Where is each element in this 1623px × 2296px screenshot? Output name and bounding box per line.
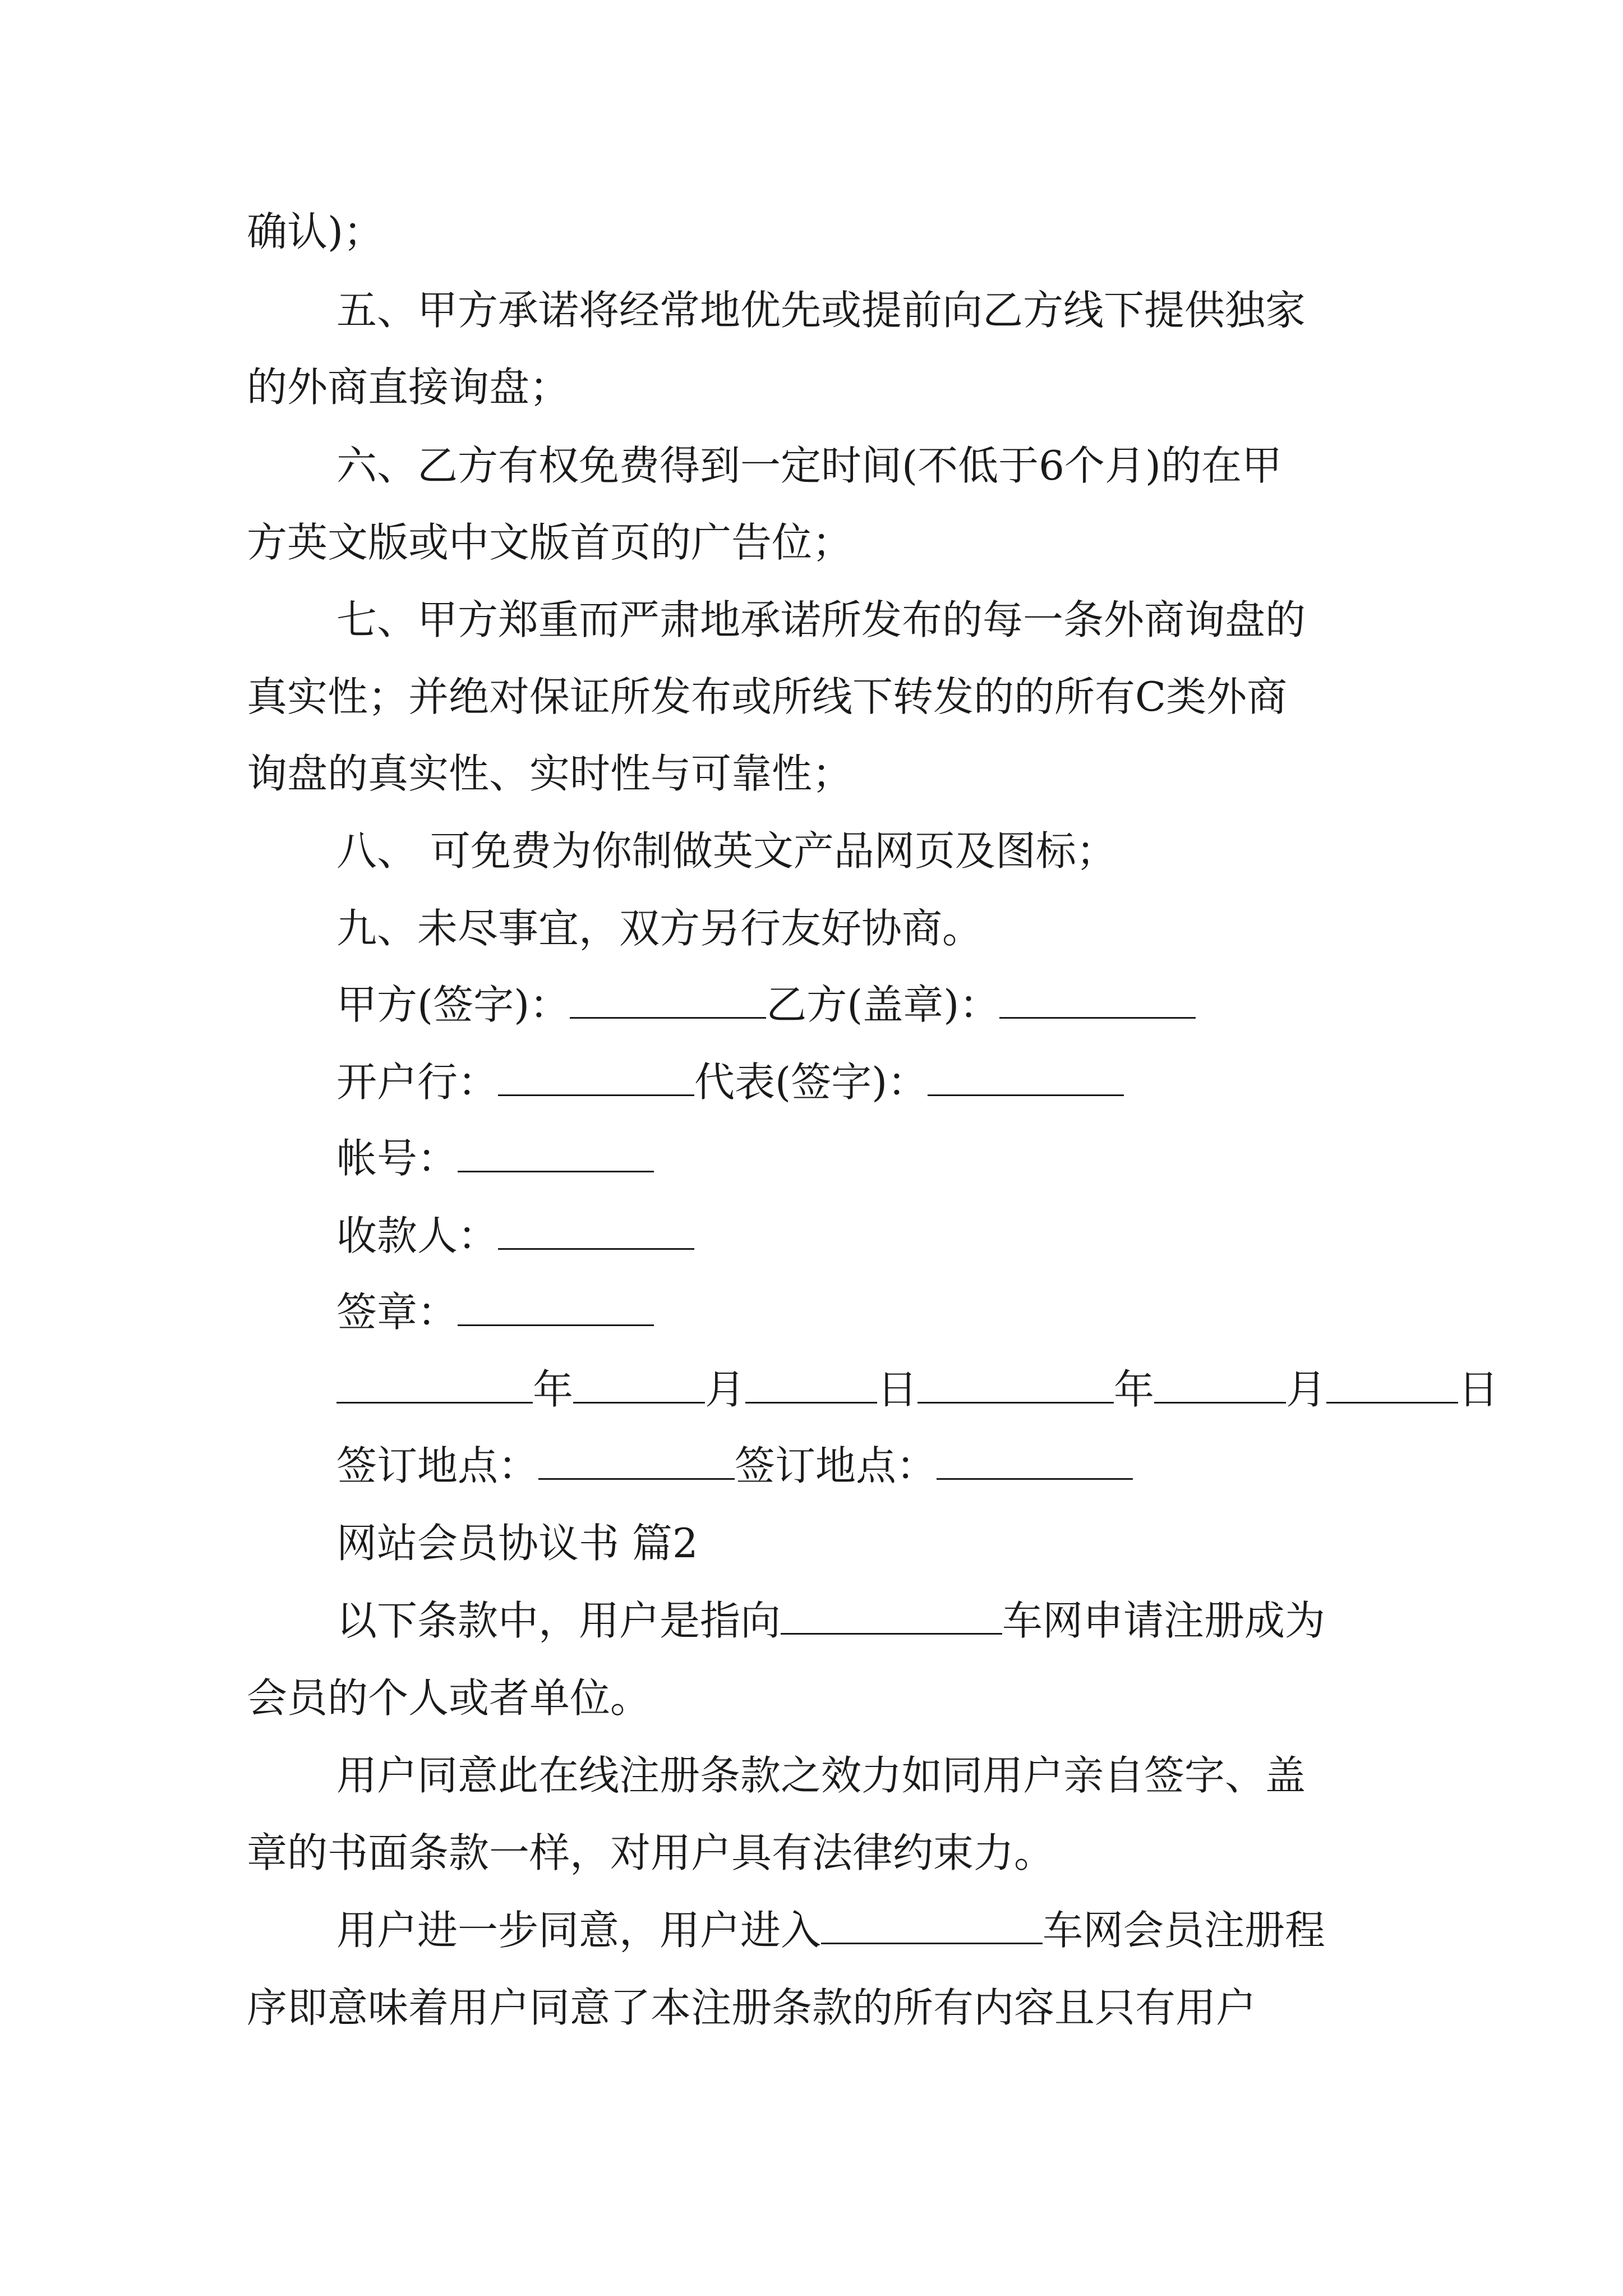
paragraph-line: 会员的个人或者单位。 bbox=[247, 1674, 651, 1722]
payee-label: 收款人： bbox=[336, 1212, 499, 1259]
party-b-seal-blank bbox=[999, 982, 1196, 1019]
party-a-sign-label: 甲方(签字)： bbox=[336, 981, 570, 1028]
year-label: 年 bbox=[1114, 1366, 1155, 1413]
place-label: 签订地点： bbox=[735, 1442, 937, 1489]
signature-row-payee bbox=[336, 1211, 694, 1261]
month-blank bbox=[1154, 1367, 1286, 1404]
year-label: 年 bbox=[533, 1366, 574, 1413]
site-name-blank bbox=[821, 1908, 1043, 1944]
text-line: 询盘的真实性、实时性与可靠性； bbox=[247, 750, 853, 797]
clause-six: 六、乙方有权免费得到一定时间(不低于6个月)的在甲 bbox=[336, 442, 1282, 489]
clause-five: 五、甲方承诺将经常地优先或提前向乙方线下提供独家 bbox=[336, 287, 1306, 334]
month-label: 月 bbox=[1286, 1366, 1327, 1413]
section-title: 网站会员协议书 篇2 bbox=[336, 1520, 698, 1567]
place-label: 签订地点： bbox=[336, 1442, 539, 1489]
signature-row-seal bbox=[336, 1287, 654, 1337]
bank-label: 开户行： bbox=[336, 1059, 499, 1106]
day-label: 日 bbox=[1458, 1366, 1499, 1413]
seal-label: 签章： bbox=[336, 1289, 458, 1336]
clause-eight: 八、 可免费为你制做英文产品网页及图标； bbox=[336, 827, 1117, 875]
representative-label: 代表(签字)： bbox=[694, 1059, 928, 1106]
clause-seven: 七、甲方郑重而严肃地承诺所发布的每一条外商询盘的 bbox=[336, 596, 1306, 643]
signature-row-dates bbox=[336, 1364, 1498, 1415]
text-line: 真实性；并绝对保证所发布或所线下转发的的所有C类外商 bbox=[247, 673, 1288, 720]
text-line: 确认)； bbox=[247, 208, 384, 255]
signature-row-place bbox=[336, 1441, 1133, 1491]
paragraph-text: 车网申请注册成为 bbox=[1002, 1597, 1326, 1644]
representative-blank bbox=[928, 1060, 1124, 1096]
account-label: 帐号： bbox=[336, 1135, 458, 1182]
paragraph-text: 车网会员注册程 bbox=[1043, 1907, 1326, 1954]
paragraph-text: 用户进一步同意，用户进入 bbox=[336, 1907, 822, 1954]
signature-row-account bbox=[336, 1133, 654, 1184]
year-blank bbox=[917, 1367, 1114, 1404]
party-a-sign-blank bbox=[570, 982, 766, 1019]
paragraph-line bbox=[336, 1905, 1325, 1955]
clause-nine: 九、未尽事宜，双方另行友好协商。 bbox=[336, 905, 983, 952]
party-b-seal-label: 乙方(盖章)： bbox=[766, 981, 1000, 1028]
site-name-blank bbox=[781, 1598, 1002, 1635]
signature-row-bank bbox=[336, 1057, 1124, 1107]
day-blank bbox=[1326, 1367, 1458, 1404]
bank-blank bbox=[498, 1060, 694, 1096]
account-blank bbox=[458, 1136, 654, 1172]
month-blank bbox=[573, 1367, 705, 1404]
paragraph-text: 以下条款中，用户是指向 bbox=[336, 1597, 781, 1644]
day-blank bbox=[745, 1367, 877, 1404]
text-line: 方英文版或中文版首页的广告位； bbox=[247, 519, 853, 566]
paragraph-line: 章的书面条款一样，对用户具有法律约束力。 bbox=[247, 1829, 1055, 1876]
seal-blank bbox=[458, 1290, 654, 1326]
place-blank bbox=[538, 1443, 735, 1480]
place-blank bbox=[937, 1443, 1133, 1480]
paragraph-line: 用户同意此在线注册条款之效力如同用户亲自签字、盖 bbox=[336, 1752, 1306, 1799]
signature-row-parties bbox=[336, 979, 1196, 1030]
day-label: 日 bbox=[877, 1366, 918, 1413]
paragraph-line: 序即意味着用户同意了本注册条款的所有内容且只有用户 bbox=[247, 1984, 1257, 2031]
paragraph-line bbox=[336, 1595, 1325, 1646]
year-blank bbox=[336, 1367, 533, 1404]
payee-blank bbox=[498, 1213, 694, 1250]
month-label: 月 bbox=[705, 1366, 746, 1413]
text-line: 的外商直接询盘； bbox=[247, 364, 570, 411]
